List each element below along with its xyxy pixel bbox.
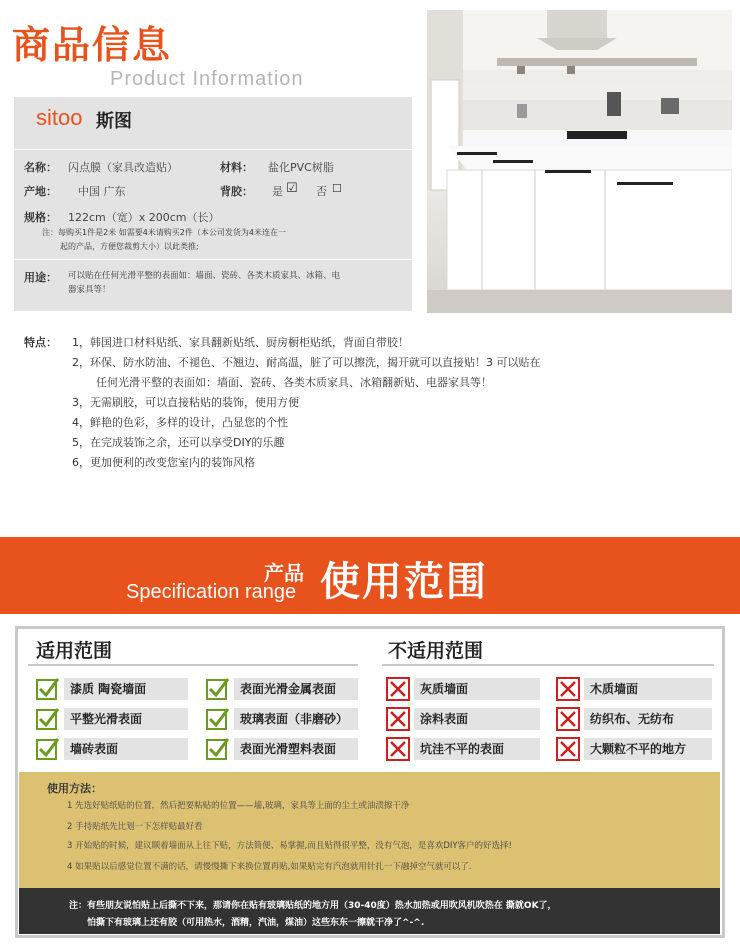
unsuitable-title: 不适用范围: [388, 640, 484, 662]
brand-name: 斯图: [96, 111, 132, 132]
unsuitable-item: 木质墙面: [584, 678, 712, 700]
feature-item: 5，在完成装饰之余，还可以享受DIY的乐趣: [72, 436, 285, 449]
banner-title: 使用范围: [320, 559, 488, 605]
feature-item: 4，鲜艳的色彩，多样的设计，凸显您的个性: [72, 416, 288, 429]
note-line-1: 注：有些朋友说怕贴上后撕不下来，那请你在贴有玻璃贴纸的地方用（30-40度）热水加热或用吹风机吹热在 撕就OK了，: [69, 901, 557, 911]
unsuitable-item: 坑洼不平的表面: [414, 738, 540, 760]
size-note-1: 注：每购买1件是2米 如需要4米请购买2件（本公司发货为4米连在一: [42, 228, 286, 237]
brand-logo: sitoo: [36, 105, 83, 130]
banner-subtitle: Specification range: [126, 581, 297, 603]
origin-label: 产地：: [24, 185, 57, 198]
suitable-item: 平整光滑表面: [64, 708, 188, 730]
size-label: 规格：: [24, 211, 57, 224]
features-section: [24, 333, 57, 353]
size-value: 122cm（宽）x 200cm（长）: [68, 211, 220, 224]
kitchen-photo: [427, 10, 732, 313]
note-line-2: 怕撕下有玻璃上还有胶（可用热水，酒精，汽油，煤油）这些东东一擦就干净了^-^.: [87, 918, 425, 928]
banner-small-title: 产品: [264, 561, 304, 585]
product-info-panel: [14, 97, 412, 311]
name-label: 名称：: [24, 161, 57, 174]
material-value: 盐化PVC树脂: [268, 161, 334, 174]
divider: [28, 664, 358, 666]
cross-icon: [556, 737, 580, 761]
checked-box-icon: ☑: [286, 181, 298, 196]
backing-yes: 是: [272, 185, 283, 198]
backing-no: 否: [316, 185, 327, 198]
use-label: 用途：: [24, 271, 57, 284]
check-icon: [36, 706, 60, 730]
material-label: 材料：: [220, 161, 253, 174]
features-label: 特点：: [24, 336, 57, 349]
size-note-2: 起的产品，方便您裁剪大小）以此类推;: [60, 242, 199, 251]
suitable-item: 表面光滑金属表面: [234, 678, 358, 700]
name-value: 闪点膜（家具改造贴）: [68, 161, 178, 174]
use-line-2: 器家具等！: [68, 285, 111, 295]
method-step: 4 如果贴以后感觉位置不满的话，请慢慢撕下来换位置再贴,如果贴完有汽泡就用针扎一下融掉空气就可以了.: [67, 862, 472, 872]
cross-icon: [556, 707, 580, 731]
unsuitable-item: 灰质墙面: [414, 678, 540, 700]
feature-item: 2，环保、防水防油、不褪色、不翘边、耐高温，脏了可以擦洗，揭开就可以直接贴！3 可以贴在: [72, 356, 541, 369]
empty-box-icon: ☐: [332, 182, 342, 195]
method-step: 3 开始贴的时候，建议顺着墙面从上往下贴，方法简便、易掌握,而且贴得很平整，没有气泡，是喜欢DIY客户的好选择!: [67, 841, 512, 851]
cross-icon: [386, 707, 410, 731]
use-line-1: 可以贴在任何光滑平整的表面如：墙面、瓷砖、各类木质家具、冰箱、电: [68, 271, 341, 281]
suitable-title: 适用范围: [36, 640, 113, 662]
feature-item: 任何光滑平整的表面如：墙面、瓷砖、各类木质家具、冰箱翻新贴、电器家具等！: [96, 376, 492, 389]
feature-item: 3，无需刷胶，可以直接粘贴的装饰，使用方便: [72, 396, 299, 409]
check-icon: [206, 676, 230, 700]
kitchen-illustration: [427, 10, 732, 313]
divider: [14, 149, 412, 150]
check-icon: [36, 676, 60, 700]
feature-item: 6，更加便利的改变您室内的装饰风格: [72, 456, 255, 469]
method-step: 1 先选好贴纸贴的位置，然后把要粘贴的位置——墙,玻璃，家具等上面的尘土或油渍擦干净: [67, 801, 410, 811]
note-bar: [19, 888, 720, 934]
unsuitable-item: 涂料表面: [414, 708, 540, 730]
cross-icon: [386, 677, 410, 701]
divider: [382, 664, 714, 666]
check-icon: [206, 706, 230, 730]
usage-method-box: [19, 772, 720, 888]
method-title: 使用方法：: [47, 782, 102, 795]
suitable-item: 玻璃表面（非磨砂）: [234, 708, 358, 730]
suitable-item: 漆质 陶瓷墙面: [64, 678, 188, 700]
unsuitable-item: 纺织布、无纺布: [584, 708, 712, 730]
cross-icon: [386, 737, 410, 761]
suitable-item: 墙砖表面: [64, 738, 188, 760]
divider: [14, 259, 412, 260]
origin-value: 中国 广东: [78, 185, 126, 198]
unsuitable-item: 大颗粒不平的地方: [584, 738, 712, 760]
page-subtitle: Product Information: [110, 68, 304, 90]
method-step: 2 手持贴纸先比划一下怎样贴最好看: [67, 822, 203, 832]
check-icon: [206, 736, 230, 760]
feature-item: 1，韩国进口材料贴纸、家具翻新贴纸、厨房橱柜贴纸，背面自带胶！: [72, 336, 409, 349]
page-title: 商品信息: [12, 23, 173, 67]
cross-icon: [556, 677, 580, 701]
suitable-item: 表面光滑塑料表面: [234, 738, 358, 760]
check-icon: [36, 736, 60, 760]
backing-label: 背胶：: [220, 185, 253, 198]
